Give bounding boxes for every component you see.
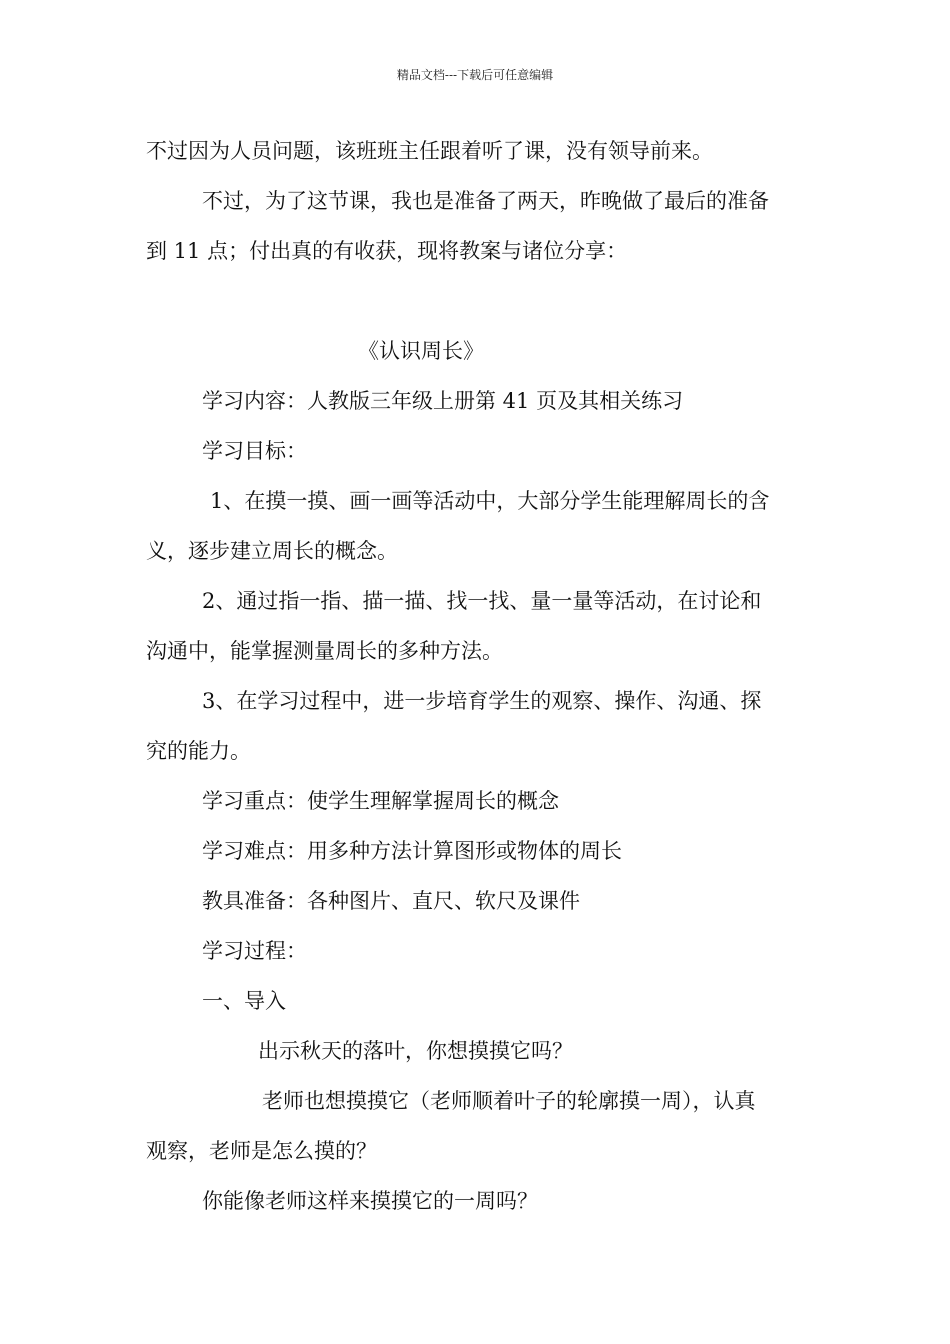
intro-paragraph-1: 出示秋天的落叶，你想摸摸它吗？ (258, 1039, 573, 1063)
paragraph-2-line-2: 到 11 点；付出真的有收获，现将教案与诸位分享： (146, 239, 628, 263)
key-point: 学习重点：使学生理解掌握周长的概念 (202, 789, 559, 813)
paragraph-2-line-1: 不过，为了这节课，我也是准备了两天，昨晚做了最后的准备 (202, 189, 769, 213)
learning-goals-label: 学习目标： (202, 439, 307, 463)
intro-paragraph-2-line-1: 老师也想摸摸它（老师顺着叶子的轮廓摸一周），认真 (262, 1089, 756, 1113)
goal-1-line-2: 义，逐步建立周长的概念。 (146, 539, 398, 563)
page-header: 精品文档---下载后可任意编辑 (396, 68, 554, 82)
teaching-tools: 教具准备：各种图片、直尺、软尺及课件 (202, 889, 580, 913)
learning-content: 学习内容：人教版三年级上册第 41 页及其相关练习 (202, 389, 684, 413)
lesson-title: 《认识周长》 (358, 339, 484, 363)
paragraph-1: 不过因为人员问题，该班班主任跟着听了课，没有领导前来。 (146, 139, 713, 163)
learning-process-label: 学习过程： (202, 939, 307, 963)
section-1-heading: 一、导入 (202, 989, 286, 1013)
intro-paragraph-3: 你能像老师这样来摸摸它的一周吗？ (202, 1189, 538, 1213)
goal-2-line-1: 2、通过指一指、描一描、找一找、量一量等活动，在讨论和 (202, 589, 762, 613)
goal-3-line-1: 3、在学习过程中，进一步培育学生的观察、操作、沟通、探 (202, 689, 762, 713)
goal-1-line-1: 1、在摸一摸、画一画等活动中，大部分学生能理解周长的含 (210, 489, 770, 513)
intro-paragraph-2-line-2: 观察，老师是怎么摸的？ (146, 1139, 377, 1163)
goal-2-line-2: 沟通中，能掌握测量周长的多种方法。 (146, 639, 503, 663)
difficulty-point: 学习难点：用多种方法计算图形或物体的周长 (202, 839, 622, 863)
goal-3-line-2: 究的能力。 (146, 739, 251, 763)
